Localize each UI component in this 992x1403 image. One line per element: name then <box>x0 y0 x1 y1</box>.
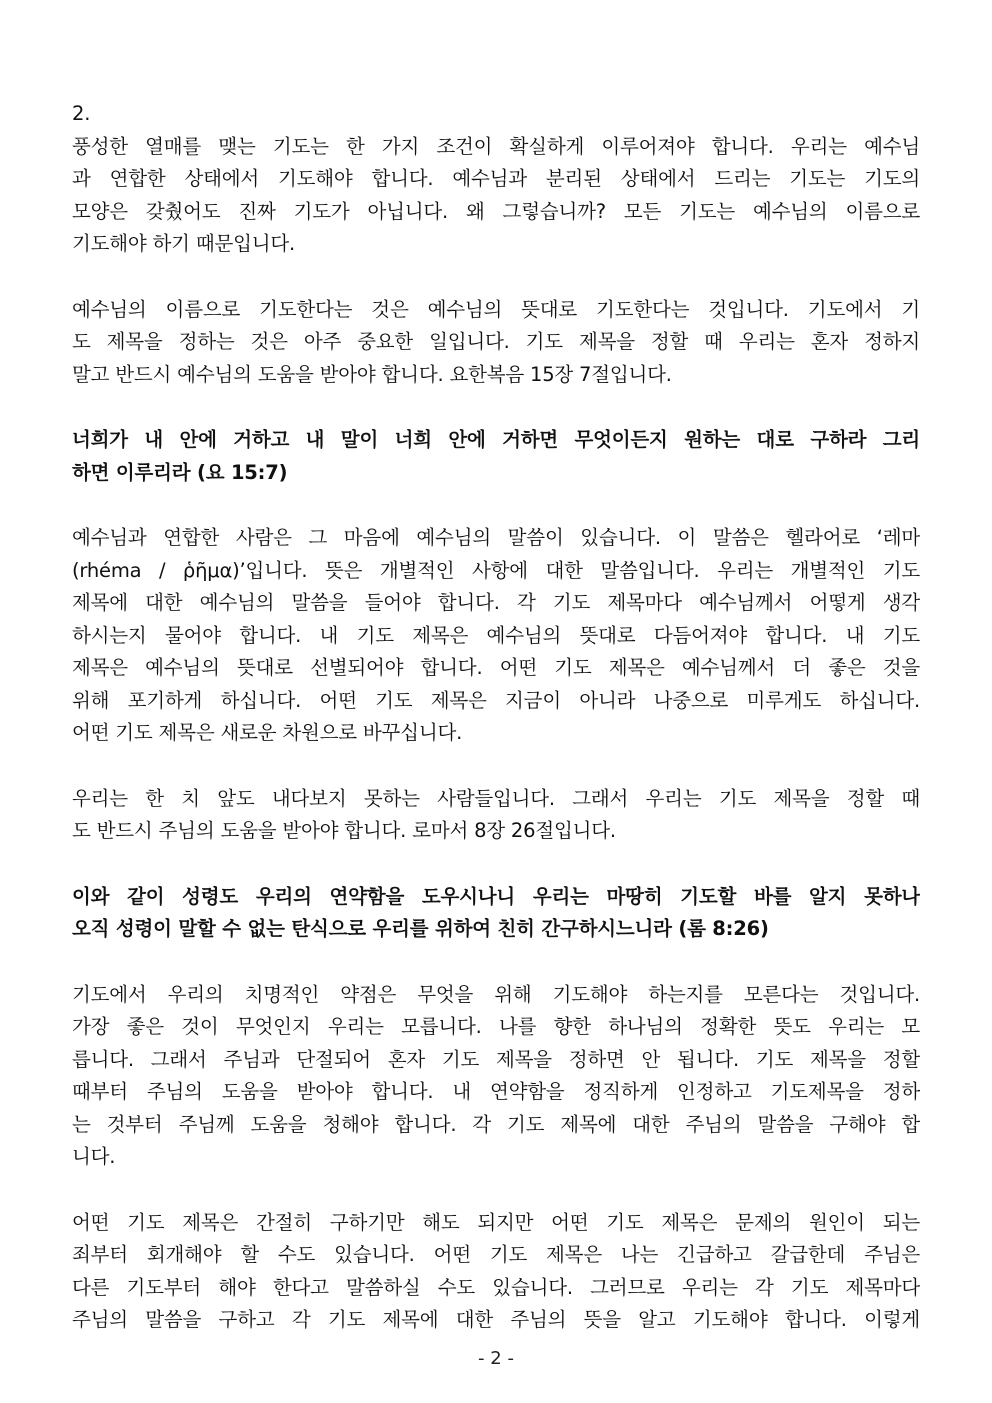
text-line: 이와 같이 성령도 우리의 연약함을 도우시나니 우리는 마땅히 기도할 바를 알지 못하나 <box>72 884 920 908</box>
scripture-quote <box>72 424 920 489</box>
text-line: 죄부터 회개해야 할 수도 있습니다. 어떤 기도 제목은 나는 긴급하고 갈급한데 주님은 <box>72 1243 920 1266</box>
text-line: 말고 반드시 예수님의 도움을 받아야 합니다. 요한복음 15장 7절입니다. <box>72 362 672 386</box>
text-line: 어떤 기도 제목은 간절히 구하기만 해도 되지만 어떤 기도 제목은 문제의 원인이 되는 <box>72 1210 920 1234</box>
text-line: 가장 좋은 것이 무엇인지 우리는 모릅니다. 나를 향한 하나님의 정확한 뜻도 우리는 모 <box>72 1015 920 1038</box>
paragraph-spacer <box>72 946 920 979</box>
text-line: 주님의 말씀을 구하고 각 기도 제목에 대한 주님의 뜻을 알고 기도해야 합니다. 이렇게 <box>72 1308 920 1331</box>
text-line: 과 연합한 상태에서 기도해야 합니다. 예수님과 분리된 상태에서 드리는 기도는 기도의 <box>72 167 920 190</box>
text-line: 예수님과 연합한 사람은 그 마음에 예수님의 말씀이 있습니다. 이 말씀은 헬라어로 ‘레마 <box>72 526 920 549</box>
text-line: 하면 이루리라 (요 15:7) <box>72 460 288 484</box>
page-number: - 2 - <box>478 1348 514 1369</box>
text-line: 우리는 한 치 앞도 내다보지 못하는 사람들입니다. 그래서 우리는 기도 제목을 정할 때 <box>72 786 920 810</box>
body-paragraph <box>72 1207 920 1337</box>
document-body <box>72 131 920 1337</box>
paragraph-spacer <box>72 848 920 881</box>
document-page <box>72 98 920 1337</box>
text-line: 하시는지 물어야 합니다. 내 기도 제목은 예수님의 뜻대로 다듬어져야 합니다. 내 기도 <box>72 623 920 647</box>
section-number: 2. <box>72 102 91 125</box>
text-line: 도 반드시 주님의 도움을 받아야 합니다. 로마서 8장 26절입니다. <box>72 819 616 842</box>
paragraph-spacer <box>72 489 920 522</box>
text-line: 니다. <box>72 1145 116 1168</box>
text-line: 기도해야 하기 때문입니다. <box>72 232 296 255</box>
text-line: 너희가 내 안에 거하고 내 말이 너희 안에 거하면 무엇이든지 원하는 대로 구하라 그리 <box>72 428 920 451</box>
text-line: 기도에서 우리의 치명적인 약점은 무엇을 위해 기도해야 하는지를 모른다는 것입니다. <box>72 982 920 1006</box>
body-paragraph <box>72 522 920 750</box>
body-paragraph <box>72 131 920 261</box>
paragraph-spacer <box>72 1174 920 1207</box>
text-line: (rhéma / ῥῆμα)’입니다. 뜻은 개별적인 사항에 대한 말씀입니다. 우리는 개별적인 기도 <box>72 558 920 582</box>
text-line: 때부터 주님의 도움을 받아야 합니다. 내 연약함을 정직하게 인정하고 기도제목을 정하 <box>72 1080 920 1103</box>
text-line: 위해 포기하게 하십니다. 어떤 기도 제목은 지금이 아니라 나중으로 미루게도 하십니다. <box>72 688 920 712</box>
scripture-quote <box>72 881 920 946</box>
text-line: 어떤 기도 제목은 새로운 차원으로 바꾸십니다. <box>72 721 463 744</box>
text-line: 릅니다. 그래서 주님과 단절되어 혼자 기도 제목을 정하면 안 됩니다. 기도 제목을 정할 <box>72 1047 920 1071</box>
body-paragraph <box>72 294 920 392</box>
text-line: 도 제목을 정하는 것은 아주 중요한 일입니다. 기도 제목을 정할 때 우리는 혼자 정하지 <box>72 330 920 353</box>
paragraph-spacer <box>72 750 920 783</box>
text-line: 는 것부터 주님께 도움을 청해야 합니다. 각 기도 제목에 대한 주님의 말씀을 구해야 합 <box>72 1112 920 1136</box>
text-line: 오직 성령이 말할 수 없는 탄식으로 우리를 위하여 친히 간구하시느니라 (롬 8:26) <box>72 917 769 940</box>
text-line: 제목은 예수님의 뜻대로 선별되어야 합니다. 어떤 기도 제목은 예수님께서 더 좋은 것을 <box>72 656 920 679</box>
paragraph-spacer <box>72 391 920 424</box>
body-paragraph <box>72 979 920 1174</box>
text-line: 풍성한 열매를 맺는 기도는 한 가지 조건이 확실하게 이루어져야 합니다. 우리는 예수님 <box>72 134 920 158</box>
text-line: 다른 기도부터 해야 한다고 말씀하실 수도 있습니다. 그러므로 우리는 각 기도 제목마다 <box>72 1275 920 1299</box>
paragraph-spacer <box>72 261 920 294</box>
text-line: 예수님의 이름으로 기도한다는 것은 예수님의 뜻대로 기도한다는 것입니다. 기도에서 기 <box>72 297 920 321</box>
text-line: 모양은 갖췄어도 진짜 기도가 아닙니다. 왜 그렇습니까? 모든 기도는 예수님의 이름으로 <box>72 199 920 223</box>
text-line: 제목에 대한 예수님의 말씀을 들어야 합니다. 각 기도 제목마다 예수님께서 어떻게 생각 <box>72 591 920 614</box>
body-paragraph <box>72 783 920 848</box>
